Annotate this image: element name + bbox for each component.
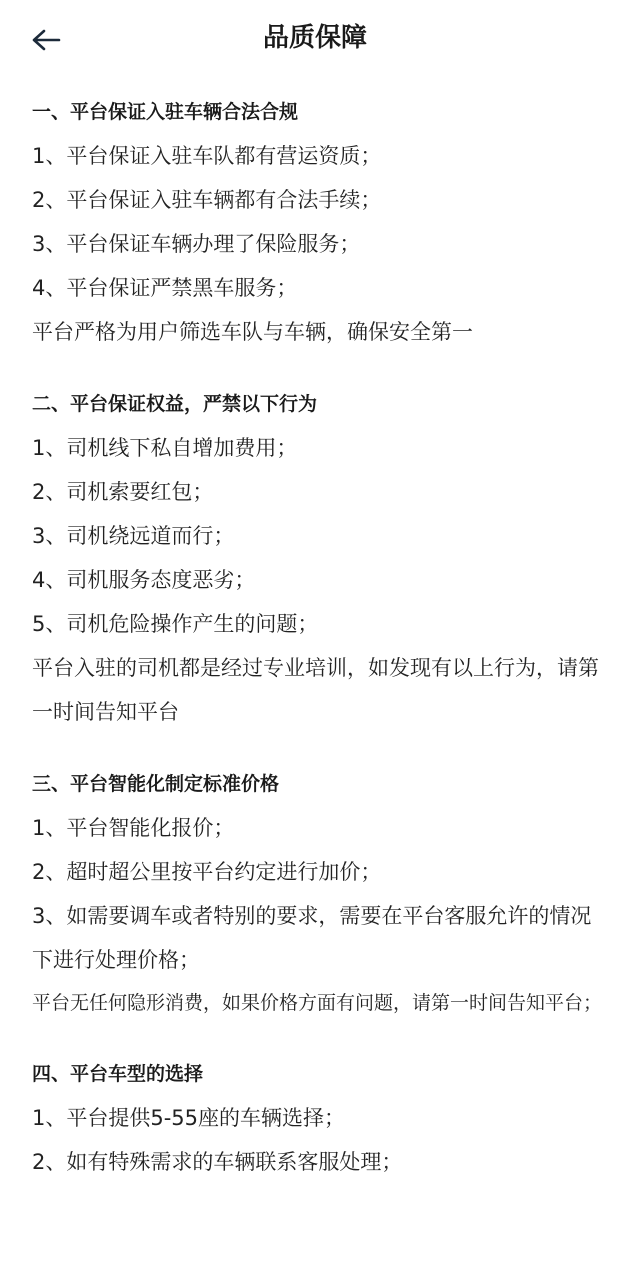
section-note: 平台无任何隐形消费，如果价格方面有问题，请第一时间告知平台； [32, 992, 603, 1014]
list-item: 2、超时超公里按平台约定进行加价； [32, 860, 382, 884]
section-vehicle-types [32, 1052, 610, 1184]
page-title: 品质保障 [262, 23, 367, 53]
list-item: 4、司机服务态度恶劣； [32, 568, 256, 592]
list-item: 2、平台保证入驻车辆都有合法手续； [32, 188, 382, 212]
list-item: 1、平台保证入驻车队都有营运资质； [32, 144, 382, 168]
section-note: 平台入驻的司机都是经过专业培训，如发现有以上行为，请第一时间告知平台 [32, 656, 599, 724]
list-item: 1、司机线下私自增加费用； [32, 436, 298, 460]
content-area [32, 90, 610, 1212]
section-compliance [32, 90, 610, 354]
list-item: 1、平台智能化报价； [32, 816, 235, 840]
list-item: 1、平台提供5-55座的车辆选择； [32, 1106, 346, 1130]
list-item: 3、平台保证车辆办理了保险服务； [32, 232, 361, 256]
list-item: 3、司机绕远道而行； [32, 524, 235, 548]
list-item: 5、司机危险操作产生的问题； [32, 612, 319, 636]
list-item: 3、如需要调车或者特别的要求，需要在平台客服允许的情况下进行处理价格； [32, 904, 592, 972]
section-rights [32, 382, 610, 734]
section-heading: 四、平台车型的选择 [32, 1063, 204, 1085]
section-heading: 三、平台智能化制定标准价格 [32, 773, 280, 795]
section-pricing [32, 762, 610, 1024]
header-bar [0, 0, 630, 80]
section-heading: 二、平台保证权益，严禁以下行为 [32, 393, 318, 415]
list-item: 2、司机索要红包； [32, 480, 214, 504]
section-heading: 一、平台保证入驻车辆合法合规 [32, 101, 299, 123]
list-item: 4、平台保证严禁黑车服务； [32, 276, 298, 300]
section-note: 平台严格为用户筛选车队与车辆，确保安全第一 [32, 320, 473, 344]
list-item: 2、如有特殊需求的车辆联系客服处理； [32, 1150, 403, 1174]
